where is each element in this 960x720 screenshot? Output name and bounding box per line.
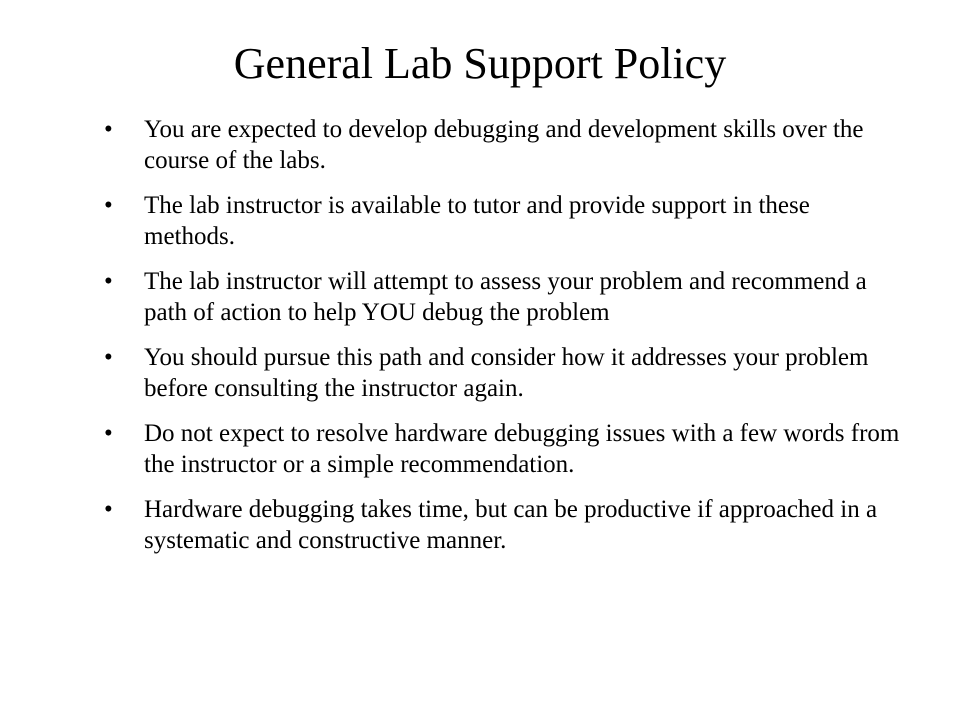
bullet-marker: •	[104, 344, 113, 371]
bullet-item	[104, 266, 904, 328]
bullet-text: Do not expect to resolve hardware debugging issues with a few words from the instructor or a simple recommendation.	[144, 420, 900, 478]
slide-title: General Lab Support Policy	[233, 39, 727, 88]
bullet-item	[104, 342, 904, 404]
bullet-item	[104, 114, 904, 176]
bullet-text: You should pursue this path and consider how it addresses your problem before consulting the instructor again.	[144, 344, 869, 402]
bullet-item	[104, 494, 904, 556]
bullet-marker: •	[104, 496, 113, 523]
bullet-item	[104, 190, 904, 252]
bullet-item	[104, 418, 904, 480]
bullet-marker: •	[104, 192, 113, 219]
bullet-text: You are expected to develop debugging and development skills over the course of the labs.	[144, 116, 864, 174]
bullet-marker: •	[104, 420, 113, 447]
bullet-text: Hardware debugging takes time, but can be productive if approached in a systematic and constructive manner.	[144, 496, 878, 554]
bullet-text: The lab instructor is available to tutor and provide support in these methods.	[144, 192, 810, 250]
bullet-text: The lab instructor will attempt to assess your problem and recommend a path of action to help YOU debug the problem	[144, 268, 867, 326]
bullet-list	[104, 114, 904, 570]
bullet-marker: •	[104, 116, 113, 143]
bullet-marker: •	[104, 268, 113, 295]
